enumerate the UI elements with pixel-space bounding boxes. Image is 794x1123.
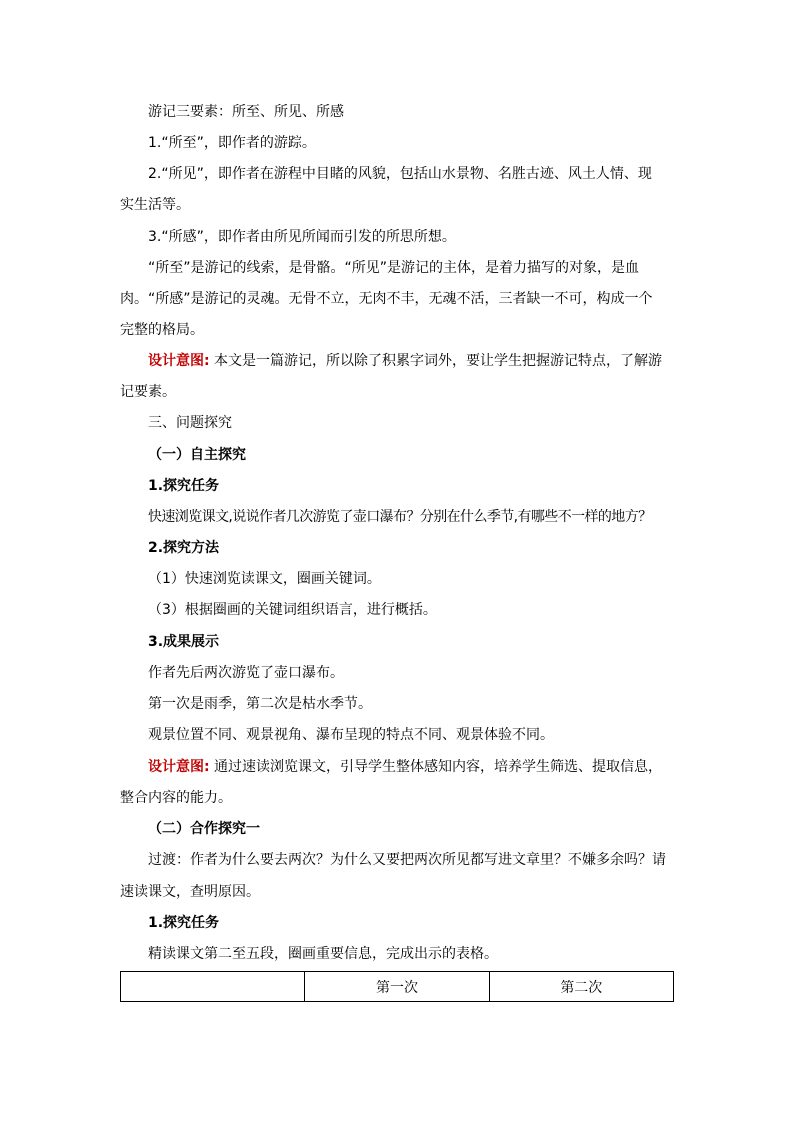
paragraph: “所至”是游记的线索，是骨骼。“所见”是游记的主体，是着力描写的对象，是血 xyxy=(148,260,640,276)
design-intent-text: 通过速读浏览课文，引导学生整体感知内容，培养学生筛选、提取信息， xyxy=(209,759,663,775)
comparison-table xyxy=(120,971,674,1002)
design-intent-label: 设计意图: xyxy=(148,353,210,369)
paragraph: 1.“所至”，即作者的游踪。 xyxy=(148,135,316,151)
paragraph: 3.“所感”，即作者由所见所闻而引发的所思所想。 xyxy=(148,229,456,245)
paragraph: 作者先后两次游览了壶口瀑布。 xyxy=(148,665,344,681)
paragraph: 实生活等。 xyxy=(120,197,190,213)
design-intent-paragraph xyxy=(148,346,704,377)
table-header-cell: 第一次 xyxy=(305,972,489,1002)
item-heading: 1.探究任务 xyxy=(148,915,220,931)
paragraph: 肉。“所感”是游记的灵魂。无骨不立，无肉不丰，无魂不活，三者缺一不可，构成一个 xyxy=(120,291,653,307)
paragraph: 快速浏览课文,说说作者几次游览了壶口瀑布？分别在什么季节,有哪些不一样的地方？ xyxy=(148,509,652,525)
paragraph: 第一次是雨季，第二次是枯水季节。 xyxy=(148,696,372,712)
paragraph: （3）根据圈画的关键词组织语言，进行概括。 xyxy=(148,602,437,618)
section-heading: 三、问题探究 xyxy=(148,415,232,431)
paragraph: 完整的格局。 xyxy=(120,322,204,338)
subsection-heading: （二）合作探究一 xyxy=(148,821,260,837)
paragraph: 观景位置不同、观景视角、瀑布呈现的特点不同、观景体验不同。 xyxy=(148,727,554,743)
paragraph: 2.“所见”，即作者在游程中目睹的风貌，包括山水景物、名胜古迹、风土人情、现 xyxy=(148,166,652,182)
paragraph: （1）快速浏览读课文，圈画关键词。 xyxy=(148,571,381,587)
paragraph: 整合内容的能力。 xyxy=(120,790,232,806)
paragraph: 精读课文第二至五段，圈画重要信息，完成出示的表格。 xyxy=(148,946,498,962)
item-heading: 1.探究任务 xyxy=(148,478,220,494)
paragraph: 速读课文，查明原因。 xyxy=(120,884,260,900)
design-intent-paragraph xyxy=(148,752,704,783)
item-heading: 3.成果展示 xyxy=(148,634,220,650)
design-intent-label: 设计意图: xyxy=(148,759,210,775)
table-header-row xyxy=(121,972,674,1002)
design-intent-text: 本文是一篇游记，所以除了积累字词外，要让学生把握游记特点，了解游 xyxy=(209,353,663,369)
subsection-heading: （一）自主探究 xyxy=(148,447,246,463)
table-header-cell: 第二次 xyxy=(489,972,673,1002)
item-heading: 2.探究方法 xyxy=(148,540,220,556)
table-header-cell xyxy=(121,972,305,1002)
paragraph: 游记三要素：所至、所见、所感 xyxy=(148,104,344,120)
paragraph: 记要素。 xyxy=(120,384,176,400)
paragraph: 过渡：作者为什么要去两次？为什么又要把两次所见都写进文章里？不嫌多余吗？请 xyxy=(148,852,666,868)
